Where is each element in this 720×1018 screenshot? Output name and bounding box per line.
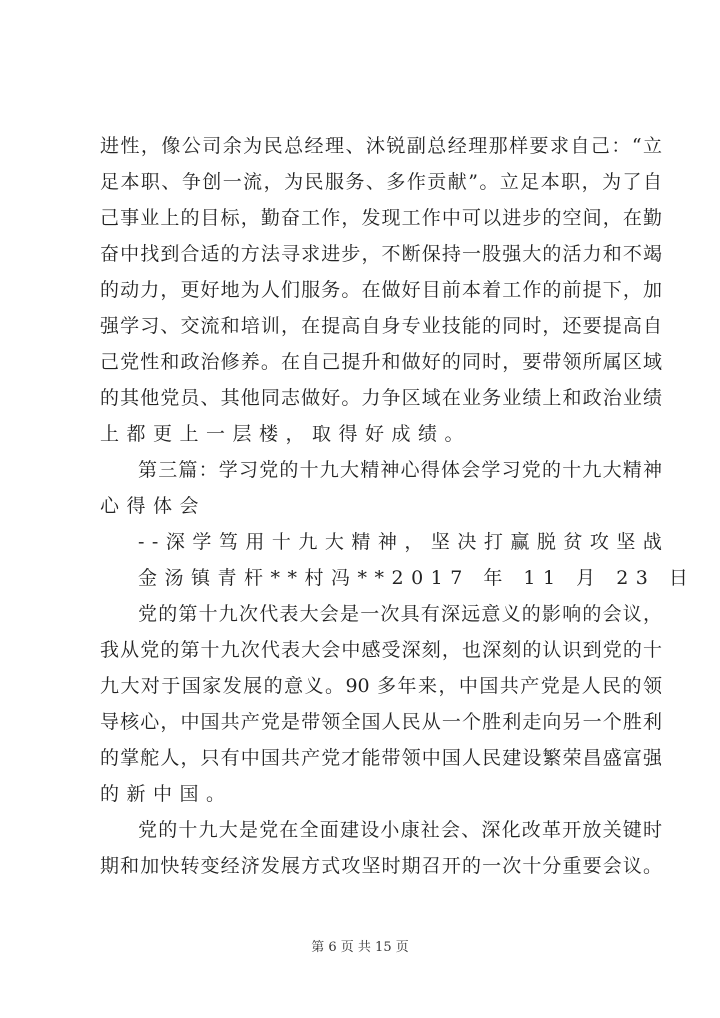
text-line: 强学习、交流和培训，在提高自身专业技能的同时，还要提高自 <box>100 315 662 337</box>
text-line: 党的十九大是党在全面建设小康社会、深化改革开放关键时 <box>138 819 662 841</box>
text-line: 九大对于国家发展的意义。90 多年来，中国共产党是人民的领 <box>100 675 662 697</box>
text-line: 奋中找到合适的方法寻求进步，不断保持一股强大的活力和不竭 <box>100 243 662 265</box>
text-line: 期和加快转变经济发展方式攻坚时期召开的一次十分重要会议。 <box>100 855 662 877</box>
text-line: 导核心，中国共产党是带领全国人民从一个胜利走向另一个胜利 <box>100 711 662 733</box>
text-line: 己事业上的目标，勤奋工作，发现工作中可以进步的空间，在勤 <box>100 207 662 229</box>
text-line: 己党性和政治修养。在自己提升和做好的同时，要带领所属区域 <box>100 351 662 373</box>
text-line: 的新中国。 <box>100 783 233 805</box>
text-line: 的掌舵人，只有中国共产党才能带领中国人民建设繁荣昌盛富强 <box>100 747 662 769</box>
text-line: --深学笃用十九大精神，坚决打赢脱贫攻坚战 <box>138 531 670 553</box>
page-number-footer: 第 6 页 共 15 页 <box>311 940 409 955</box>
text-line: 足本职、争创一流，为民服务、多作贡献”。立足本职，为了自 <box>100 171 662 193</box>
text-line: 心得体会 <box>100 495 207 517</box>
text-line: 的动力，更好地为人们服务。在做好目前本着工作的前提下，加 <box>100 279 662 301</box>
text-line: 我从党的第十九次代表大会中感受深刻，也深刻的认识到党的十 <box>100 639 662 661</box>
text-line: 金汤镇青杆**村冯**2017 年 11 月 23 日 <box>138 567 696 589</box>
text-line: 上都更上一层楼，取得好成绩。 <box>100 423 472 445</box>
text-line: 进性，像公司余为民总经理、沐锐副总经理那样要求自己：“立 <box>100 135 662 157</box>
document-body <box>100 128 696 884</box>
text-line: 的其他党员、其他同志做好。力争区域在业务业绩上和政治业绩 <box>100 387 662 409</box>
text-line: 党的第十九次代表大会是一次具有深远意义的影响的会议， <box>138 603 662 625</box>
text-line: 第三篇：学习党的十九大精神心得体会学习党的十九大精神 <box>138 459 662 481</box>
